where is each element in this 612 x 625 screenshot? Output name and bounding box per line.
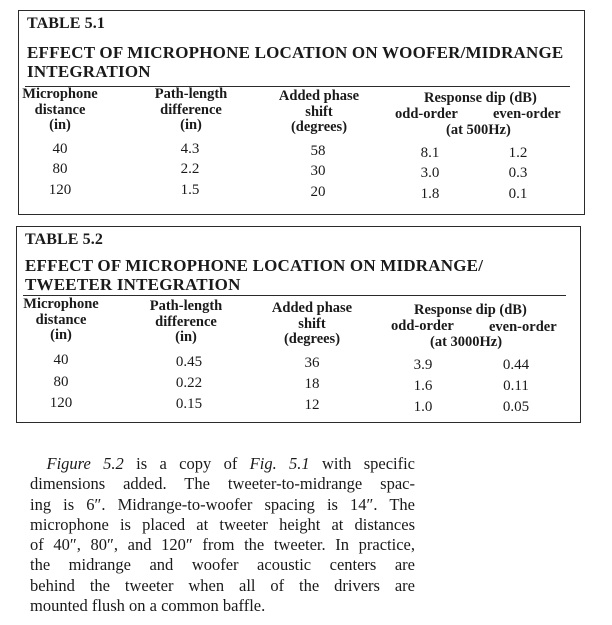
cell-mic: 120 [49,395,73,411]
cell-even: 0.11 [503,378,529,394]
table-5-2 [16,226,581,423]
cell-phase: 12 [304,397,320,413]
cell-path: 2.2 [180,161,200,177]
table-title-line-1: EFFECT OF MICROPHONE LOCATION ON WOOFER/MIDRANGE [27,43,564,62]
cell-phase: 36 [304,355,320,371]
cell-path: 0.22 [175,375,203,391]
paragraph-line: of 40″, 80″, and 120″ from the tweeter. In practice, [30,535,415,555]
table-label: TABLE 5.2 [25,231,103,248]
cell-path: 1.5 [180,182,200,198]
cell-odd: 1.8 [420,186,440,202]
cell-path: 4.3 [180,141,200,157]
cell-odd: 1.6 [413,378,433,394]
col-header-phase: Added phase shift (degrees) [278,88,360,135]
col-header-even: even-order [489,319,557,335]
cell-mic: 120 [48,182,72,198]
paragraph-line: mounted flush on a common baffle. [30,596,266,616]
cell-path: 0.15 [175,396,203,412]
table-title-line-2: INTEGRATION [27,62,151,81]
col-header-even: even-order [493,106,561,122]
cell-odd: 8.1 [420,145,440,161]
paragraph-line: microphone is placed at tweeter height at distances [30,514,415,534]
cell-mic: 40 [53,352,69,368]
cell-phase: 58 [310,143,326,159]
paragraph-line: ing is 6″. Midrange-to-woofer spacing is 14″. The [30,494,415,514]
paragraph-line: Figure 5.2 is a copy of Fig. 5.1 with specific [46,454,416,473]
col-header-odd: odd-order [391,318,454,334]
header-rule [23,295,566,296]
cell-even: 0.1 [508,186,528,202]
header-rule [25,86,570,87]
paragraph-line: the midrange and woofer acoustic centers are [30,555,415,575]
cell-odd: 1.0 [413,399,433,415]
cell-mic: 40 [52,141,68,157]
body-paragraph [30,454,415,616]
cell-phase: 30 [310,163,326,179]
col-header-dip: Response dip (dB) [414,302,527,318]
cell-mic: 80 [52,161,68,177]
col-header-phase: Added phase shift (degrees) [271,300,353,347]
cell-even: 0.3 [508,165,528,181]
cell-odd: 3.9 [413,357,433,373]
col-header-path: Path-length difference (in) [149,298,223,345]
col-header-mic: Microphone distance (in) [23,296,99,343]
cell-even: 1.2 [508,145,528,161]
table-title-line-1: EFFECT OF MICROPHONE LOCATION ON MIDRANGE/ [25,256,484,275]
cell-phase: 18 [304,376,320,392]
col-header-odd: odd-order [395,106,458,122]
figure-reference: Fig. 5.1 [249,454,310,473]
col-header-freq: (at 500Hz) [446,122,511,138]
cell-path: 0.45 [175,354,203,370]
table-title-line-2: TWEETER INTEGRATION [25,275,241,294]
col-header-path: Path-length difference (in) [154,86,228,133]
col-header-mic: Microphone distance (in) [22,86,98,133]
table-5-1 [18,10,585,215]
table-label: TABLE 5.1 [27,15,105,32]
cell-odd: 3.0 [420,165,440,181]
col-header-freq: (at 3000Hz) [430,334,503,350]
cell-mic: 80 [53,374,69,390]
paragraph-line: dimensions added. The tweeter-to-midrange spac- [30,474,415,494]
paragraph-line: behind the tweeter when all of the drivers are [30,575,415,595]
cell-phase: 20 [310,184,326,200]
cell-even: 0.44 [502,357,530,373]
col-header-dip: Response dip (dB) [424,90,537,106]
figure-reference: Figure 5.2 [46,454,124,473]
cell-even: 0.05 [502,399,530,415]
